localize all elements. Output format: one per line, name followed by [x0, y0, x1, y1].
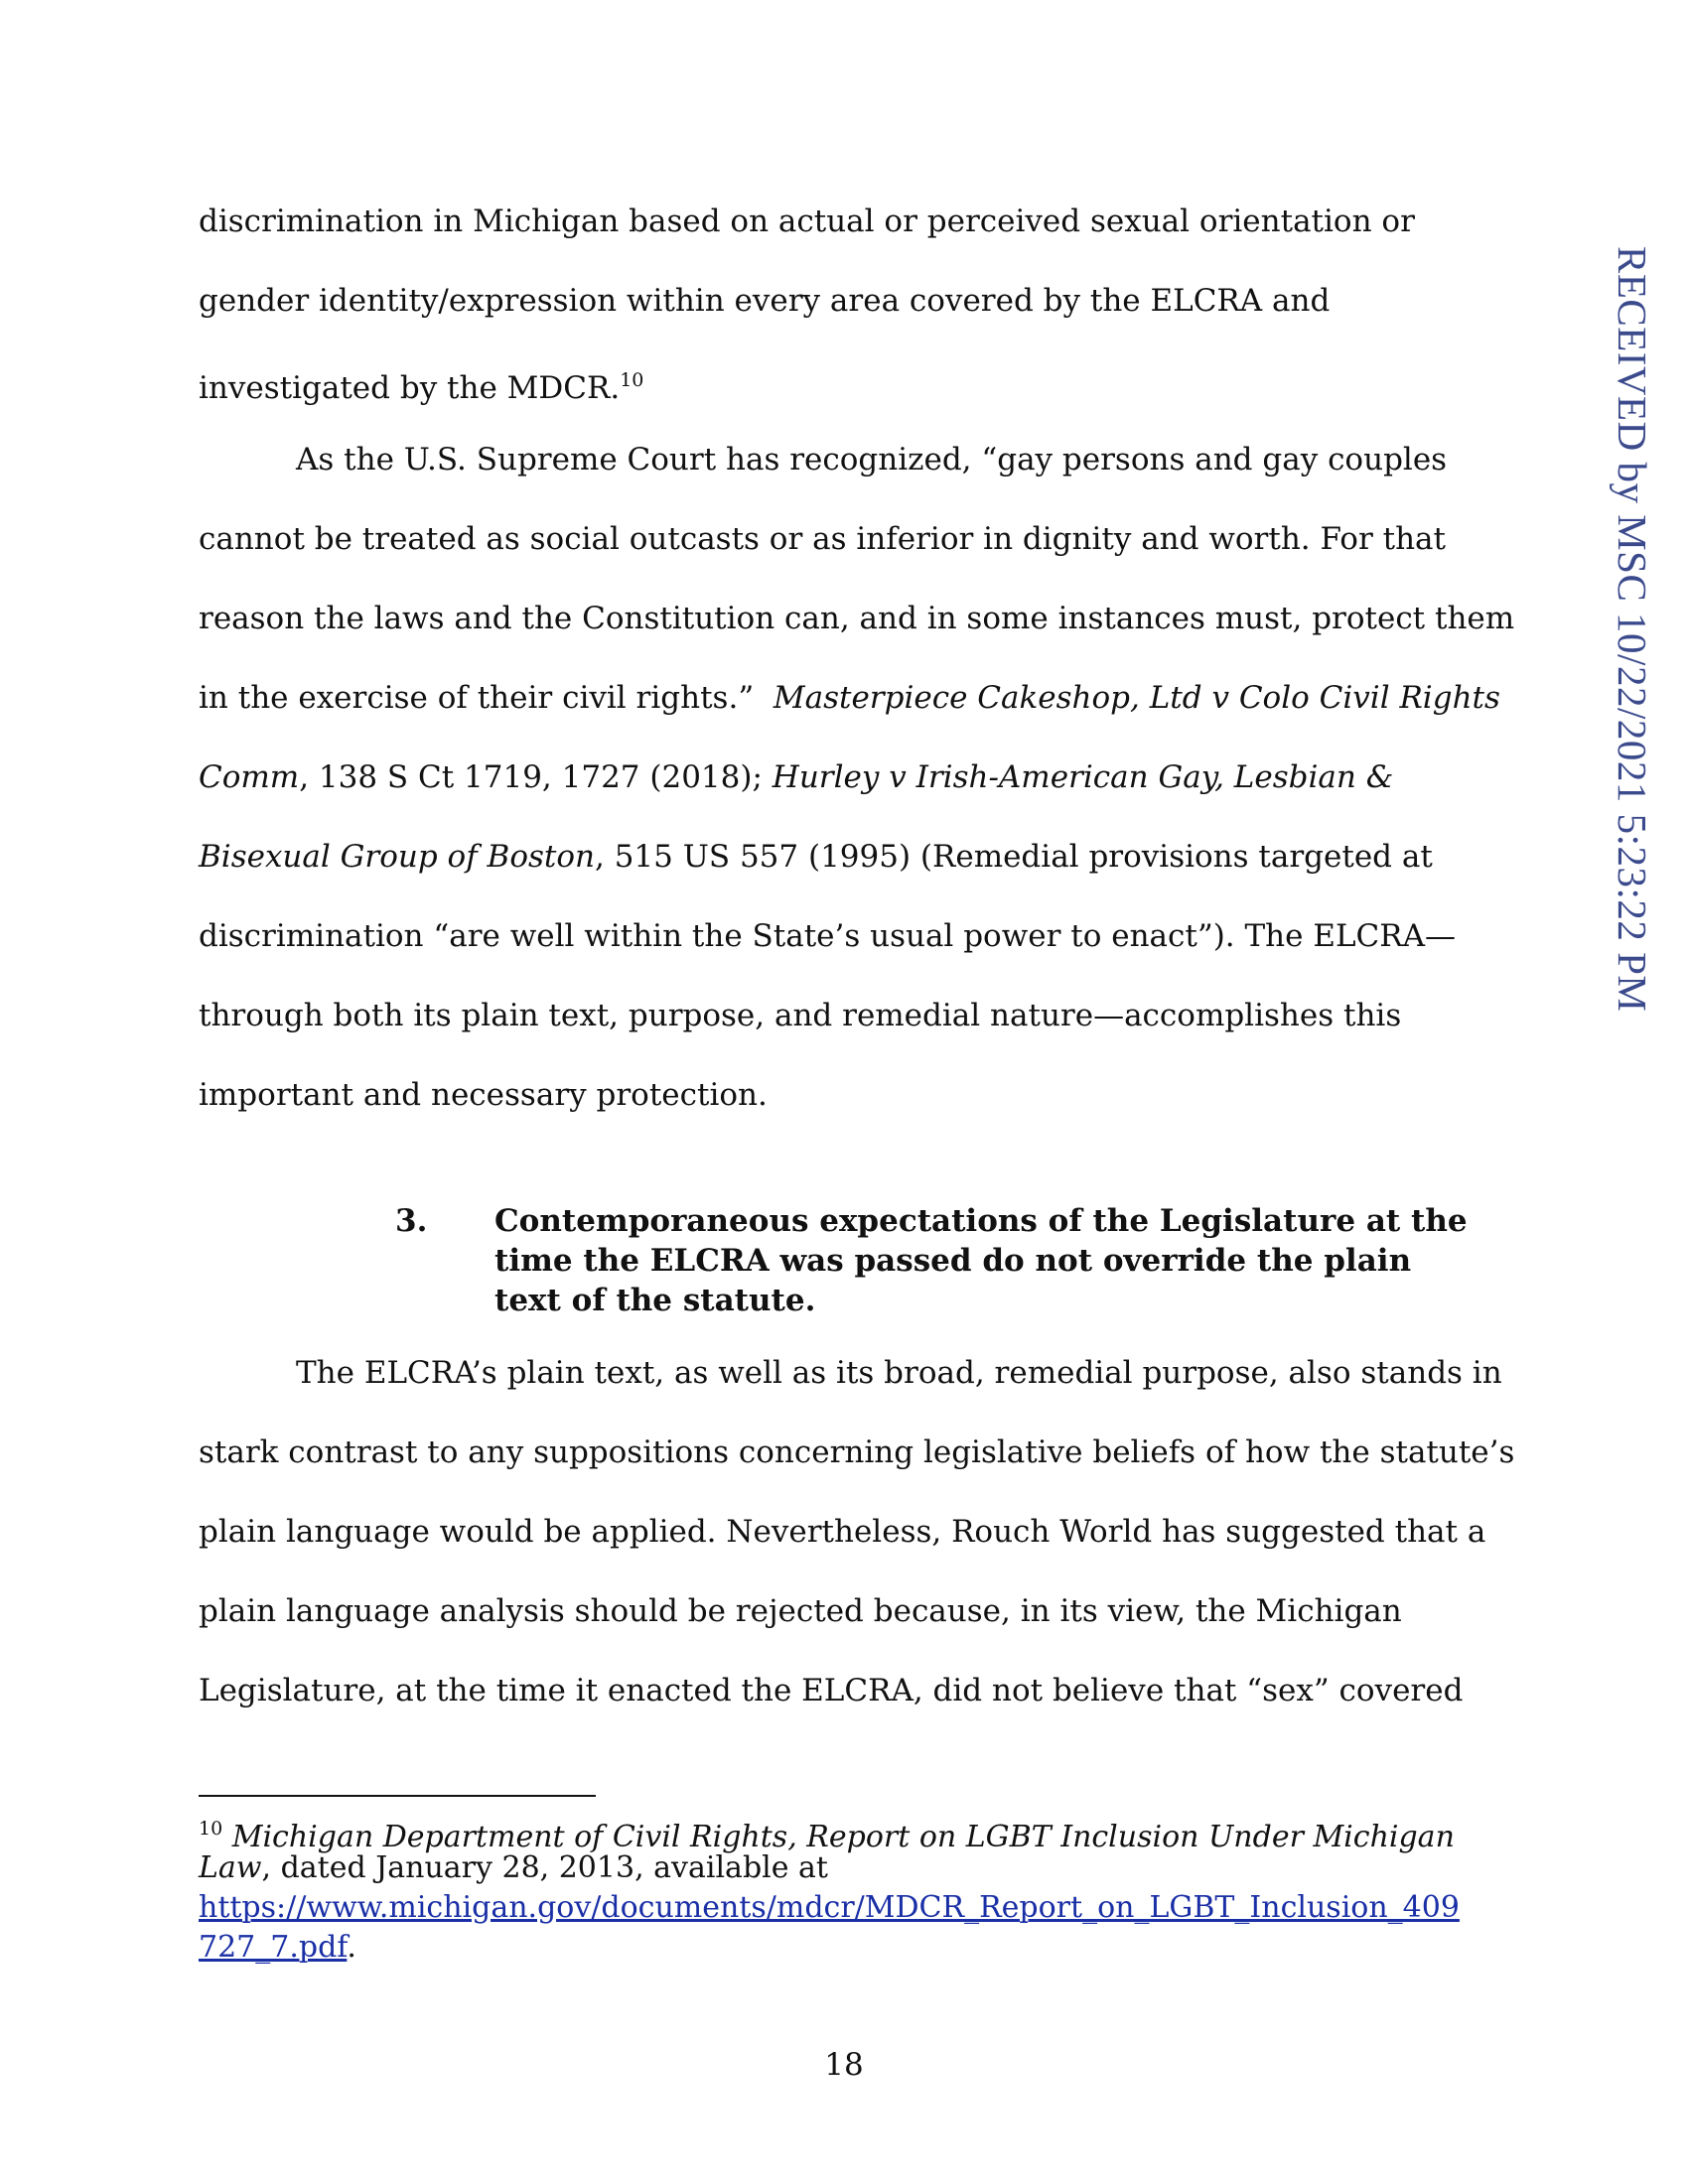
footnote-divider: [199, 1795, 596, 1797]
footnote-ref-10[interactable]: 10: [620, 369, 644, 391]
p3-line-5: Legislature, at the time it enacted the ELCRA, did not believe that “sex” covered: [199, 1673, 1464, 1708]
footnote-link-part-2[interactable]: 727_7.pdf: [199, 1930, 348, 1965]
footnote-title-end: Law: [199, 1850, 262, 1885]
p3-line-1: The ELCRA’s plain text, as well as its broad, remedial purpose, also stands in: [296, 1355, 1502, 1391]
p2-line-5-text: , 138 S Ct 1719, 1727 (2018);: [299, 759, 773, 795]
p3-line-2: stark contrast to any suppositions concerning legislative beliefs of how the statute’s: [199, 1434, 1515, 1470]
p2-line-7: discrimination “are well within the State’s usual power to enact”). The ELCRA—: [199, 918, 1457, 954]
p1-line-1: discrimination in Michigan based on actual or perceived sexual orientation or: [199, 204, 1415, 239]
heading-line-3: text of the statute.: [494, 1283, 816, 1318]
footnote-date-text: , dated January 28, 2013, available at: [261, 1850, 828, 1885]
p2-line-4: [199, 678, 1500, 718]
p2-line-3: reason the laws and the Constitution can, and in some instances must, protect them: [199, 601, 1515, 636]
footnote-line-2: [199, 1848, 828, 1888]
footnote-period: .: [347, 1930, 356, 1965]
p1-line-2: gender identity/expression within every area covered by the ELCRA and: [199, 283, 1331, 319]
heading-number: 3.: [395, 1203, 428, 1239]
p3-line-3: plain language would be applied. Nevertheless, Rouch World has suggested that a: [199, 1514, 1486, 1550]
p1-line-3: [199, 360, 643, 408]
footnote-line-3: [199, 1888, 1460, 1928]
p2-line-2: cannot be treated as social outcasts or as inferior in dignity and worth. For that: [199, 521, 1446, 557]
footnote-link-part-1[interactable]: https://www.michigan.gov/documents/mdcr/MDCR_Report_on_LGBT_Inclusion_409: [199, 1890, 1460, 1925]
case-cite-masterpiece: Masterpiece Cakeshop, Ltd v Colo Civil Rights: [773, 680, 1500, 716]
page-number: 18: [824, 2047, 864, 2083]
heading-line-1: Contemporaneous expectations of the Legislature at the: [494, 1203, 1468, 1239]
footnote-line-4: [199, 1928, 356, 1968]
p2-line-6-text: , 515 US 557 (1995) (Remedial provisions targeted at: [595, 839, 1433, 875]
p1-line-3-text: investigated by the MDCR.: [199, 370, 621, 406]
p2-line-8: through both its plain text, purpose, and remedial nature—accomplishes this: [199, 998, 1402, 1033]
case-cite-bisexual-group: Bisexual Group of Boston: [199, 839, 595, 875]
footnote-number: 10: [199, 1818, 223, 1840]
heading-line-2: time the ELCRA was passed do not override the plain: [494, 1243, 1412, 1279]
p2-line-4-text: in the exercise of their civil rights.”: [199, 680, 774, 716]
footnote-title: Michigan Department of Civil Rights, Report on LGBT Inclusion Under Michigan: [231, 1820, 1455, 1854]
received-stamp: RECEIVED by MSC 10/22/2021 5:23:22 PM: [1610, 246, 1655, 1013]
p2-line-5: [199, 757, 1393, 797]
p2-line-1: As the U.S. Supreme Court has recognized, “gay persons and gay couples: [296, 442, 1448, 478]
p2-line-9: important and necessary protection.: [199, 1077, 768, 1113]
p2-line-6: [199, 837, 1433, 877]
p3-line-4: plain language analysis should be rejected because, in its view, the Michigan: [199, 1593, 1402, 1629]
case-cite-hurley: Hurley v Irish-American Gay, Lesbian &: [772, 759, 1394, 795]
case-cite-comm: Comm: [199, 759, 300, 795]
